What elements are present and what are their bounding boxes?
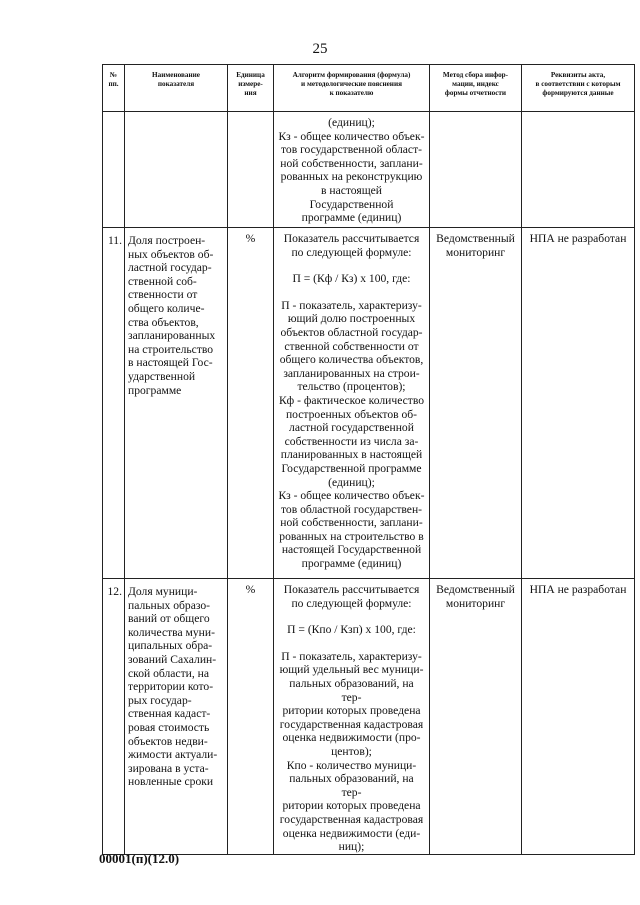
text-line: запланированных на строи- xyxy=(283,366,420,380)
row-name xyxy=(125,579,228,855)
text-line: ной собственности, заплани- xyxy=(280,156,423,170)
text-line: ровая стоимость xyxy=(128,720,210,734)
text-line: рованных на строительство в xyxy=(279,529,424,543)
text-line xyxy=(278,259,425,272)
text-line: (единиц); xyxy=(328,116,375,129)
text-line: Ведомственный xyxy=(436,583,515,596)
text-line: Алгоритм формирования (формула) xyxy=(292,71,411,79)
text-line: мации, индекс xyxy=(452,80,499,88)
text-line: ния xyxy=(244,89,257,97)
row-name xyxy=(125,112,228,228)
row-method xyxy=(430,228,522,579)
text-line: П - показатель, характеризу- xyxy=(281,649,422,663)
text-line: в настоящей Гос- xyxy=(128,356,213,370)
text-line: ударственной xyxy=(128,369,196,383)
text-line: оценка недвижимости (еди- xyxy=(282,826,421,840)
text-line: формируются данные xyxy=(542,89,614,97)
row-algorithm xyxy=(274,228,430,579)
text-line: ритории которых проведена xyxy=(282,799,421,813)
text-line: (единиц); xyxy=(328,475,375,489)
text-line: ных объектов об- xyxy=(128,247,214,261)
text-line: ственной собственности от xyxy=(284,339,419,353)
text-line: территории кото- xyxy=(128,680,214,694)
row-unit: % xyxy=(228,579,274,855)
text-line: ющий удельный вес муници- xyxy=(279,663,424,677)
text-line: новленные сроки xyxy=(128,775,214,789)
text-line: рованных на реконструкцию xyxy=(280,170,423,184)
text-line: по следующей формуле: xyxy=(291,596,412,610)
text-line xyxy=(278,286,425,299)
text-line: ной собственности, заплани- xyxy=(280,516,423,530)
text-line: П = (Кф / Кз) х 100, где: xyxy=(292,272,411,286)
row-method xyxy=(430,112,522,228)
text-line: Показатель рассчитывается xyxy=(283,583,420,596)
row-algorithm xyxy=(274,112,430,228)
text-line: № xyxy=(109,71,118,79)
text-line: мониторинг xyxy=(445,596,506,610)
text-line: жимости актуали- xyxy=(128,748,218,762)
text-line: мониторинг xyxy=(445,245,506,259)
row-method xyxy=(430,579,522,855)
text-line: измере- xyxy=(238,80,263,88)
text-line: и методологические пояснения xyxy=(301,80,402,88)
text-line: ственности от xyxy=(128,288,198,302)
text-line: пальных образований, на тер- xyxy=(289,676,414,704)
text-line xyxy=(278,610,425,623)
header-requisites xyxy=(522,65,635,112)
text-line: ственная кадаст- xyxy=(128,707,211,721)
text-line: по следующей формуле: xyxy=(291,245,412,259)
row-unit: % xyxy=(228,228,274,579)
text-line: государственная кадастровая xyxy=(279,812,424,826)
text-line: планированных в настоящей xyxy=(280,448,423,462)
text-line: зований Сахалин- xyxy=(128,652,217,666)
text-line: Доля муници- xyxy=(128,585,198,598)
text-line: Кф - фактическое количество xyxy=(278,393,425,407)
page-number: 25 xyxy=(312,41,328,57)
text-line: объектов областной государ- xyxy=(280,325,423,339)
text-line: в соответствии с которым xyxy=(535,80,621,88)
text-line: в настоящей Государственной xyxy=(309,183,394,211)
text-line: ваний от общего xyxy=(128,612,210,626)
text-line: собственности из числа за- xyxy=(284,434,419,448)
row-name xyxy=(125,228,228,579)
text-line: запланированных xyxy=(128,329,216,343)
row-requisites: НПА не разработан xyxy=(522,228,635,579)
text-line: тов областной государствен- xyxy=(280,502,423,516)
text-line: объектов недви- xyxy=(128,734,208,748)
text-line: пп. xyxy=(108,80,119,88)
row-requisites xyxy=(522,112,635,228)
text-line: построенных объектов об- xyxy=(285,407,418,421)
text-line: зирована в уста- xyxy=(128,761,209,775)
text-line xyxy=(278,637,425,650)
text-line: Кз - общее количество объек- xyxy=(278,129,425,143)
text-line: ющий долю построенных xyxy=(287,312,416,326)
header-name xyxy=(125,65,228,112)
text-line: ритории которых проведена xyxy=(282,704,421,718)
text-line: ластной государственной xyxy=(289,421,414,435)
text-line: программе (единиц) xyxy=(301,211,402,225)
table-row xyxy=(103,112,635,228)
text-line: ства объектов, xyxy=(128,315,199,329)
row-requisites: НПА не разработан xyxy=(522,579,635,855)
text-line: Кз - общее количество объек- xyxy=(278,489,425,503)
text-line: тельство (процентов); xyxy=(297,380,406,394)
text-line: Метод сбора инфор- xyxy=(442,71,509,79)
header-num xyxy=(103,65,125,112)
text-line: Доля построен- xyxy=(128,234,206,247)
header-algorithm xyxy=(274,65,430,112)
text-line: Наименование xyxy=(152,71,200,79)
text-line: ственной соб- xyxy=(128,274,197,288)
row-unit xyxy=(228,112,274,228)
text-line: Единица xyxy=(236,71,265,79)
text-line: общего количе- xyxy=(128,301,205,315)
text-line: на строительство xyxy=(128,342,214,356)
row-num: 11. xyxy=(103,228,125,579)
text-line: ской области, на xyxy=(128,666,209,680)
text-line: оценка недвижимости (про- xyxy=(282,731,421,745)
row-algorithm xyxy=(274,579,430,855)
text-line: Реквизиты акта, xyxy=(550,71,606,79)
row-num xyxy=(103,112,125,228)
indicators-table xyxy=(102,64,635,855)
text-line: пальных образований, на тер- xyxy=(289,772,414,799)
text-line: тов государственной област- xyxy=(280,143,423,157)
text-line: к показателю xyxy=(329,89,374,97)
row-num: 12. xyxy=(103,579,125,855)
footer-document-code: 00001(п)(12.0) xyxy=(99,851,180,866)
text-line: центов); xyxy=(331,744,372,758)
text-line: показателя xyxy=(157,80,195,88)
text-line: государственная кадастровая xyxy=(279,717,424,731)
text-line: Ведомственный xyxy=(436,232,515,245)
table-row xyxy=(103,228,635,579)
text-line: ципальных обра- xyxy=(128,639,213,653)
text-line: П - показатель, характеризу- xyxy=(281,298,422,312)
header-method xyxy=(430,65,522,112)
text-line: пальных образо- xyxy=(128,598,211,612)
text-line: Показатель рассчитывается xyxy=(283,232,420,245)
text-line: ластной государ- xyxy=(128,261,212,275)
text-line: рых государ- xyxy=(128,693,192,707)
text-line: ниц); xyxy=(338,840,365,854)
header-unit xyxy=(228,65,274,112)
text-line: общего количества объектов, xyxy=(279,353,424,367)
text-line: количества муни- xyxy=(128,625,215,639)
text-line: П = (Кпо / Кзп) х 100, где: xyxy=(287,623,416,637)
text-line: программе xyxy=(128,383,182,397)
text-line: Государственной программе xyxy=(281,461,422,475)
text-line: настоящей Государственной xyxy=(281,543,422,557)
table-header-row xyxy=(103,65,635,112)
text-line: формы отчетности xyxy=(444,89,507,97)
text-line: программе (единиц) xyxy=(301,557,402,571)
text-line: Кпо - количество муници- xyxy=(286,758,417,772)
table-row xyxy=(103,579,635,855)
